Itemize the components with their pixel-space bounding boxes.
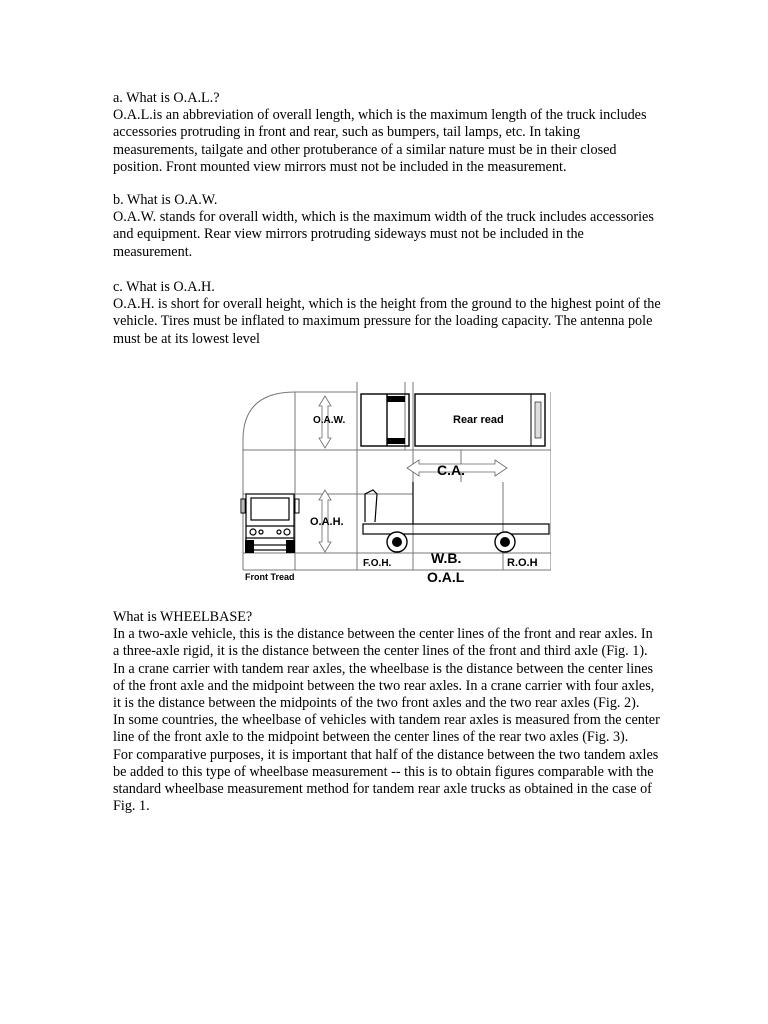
section-oal-question: a. What is O.A.L.? (113, 90, 220, 106)
section-oaw-question: b. What is O.A.W. (113, 192, 218, 208)
front-wheel-right (286, 540, 295, 553)
top-cab-wheel-front-left (387, 396, 405, 402)
truck-diagram-svg (237, 382, 551, 586)
label-front-tread: Front Tread (245, 572, 295, 582)
section-oaw-answer: O.A.W. stands for overall width, which is the maximum width of the truck includes accessories and equipment. Rear view mirrors protruding sideways must not be included in the measurement. (113, 209, 654, 260)
label-ca: C.A. (437, 462, 465, 478)
section-oal-answer: O.A.L.is an abbreviation of overall length, which is the maximum length of the truck includes accessories protruding in front and rear, such as bumpers, tail lamps, etc. In taking measurements, tailgate and other protuberance of a similar nature must be in their closed position. Front mounted view mirrors must not be included in the measurement. (113, 107, 647, 175)
section-oal (113, 90, 661, 176)
wheelbase-paragraph-3: In some countries, the wheelbase of vehicles with tandem rear axles is measured from the center line of the front axle to the midpoint between the center lines of the rear two axles (Fig. 3). (113, 712, 660, 746)
section-oah-answer: O.A.H. is short for overall height, which is the height from the ground to the highest point of the vehicle. Tires must be inflated to maximum pressure for the loading capacity. The antenna pole must be at its lowest level (113, 296, 661, 347)
label-wb: W.B. (431, 550, 462, 566)
wheelbase-paragraph-2: In a crane carrier with tandem rear axles, the wheelbase is the distance between the center lines of the front axle and the midpoint between the two rear axles. In a crane carrier with four axles, it is the distance between the midpoints of the two front axles and the two rear axles (Fig. 2). (113, 660, 655, 712)
label-roh: R.O.H (507, 557, 538, 569)
wheelbase-paragraph-1: In a two-axle vehicle, this is the distance between the center lines of the front and rear axles. In a three-axle rigid, it is the distance between the center lines of the front and third axle (Fig. 1). (113, 626, 653, 660)
label-oah: O.A.H. (310, 516, 344, 528)
truck-dimension-diagram (237, 382, 551, 586)
label-rear-tread: Rear read (453, 414, 504, 426)
label-oaw: O.A.W. (313, 415, 346, 426)
section-oah (113, 279, 661, 348)
section-oaw (113, 192, 661, 261)
section-oah-question: c. What is O.A.H. (113, 279, 215, 295)
front-wheel-left (245, 540, 254, 553)
label-foh: F.O.H. (363, 558, 392, 569)
wheelbase-paragraph-4: For comparative purposes, it is important that half of the distance between the two tandem axles be added to this type of wheelbase measurement -- this is to obtain figures comparable with the standard wheelbase measurement method for tandem rear axle trucks as obtained in the case of Fig. 1. (113, 746, 659, 815)
side-view-truck (363, 482, 549, 534)
top-cab-wheel-front-right (387, 438, 405, 444)
section-wheelbase (113, 609, 661, 815)
section-wheelbase-question: What is WHEELBASE? (113, 609, 253, 625)
label-oal: O.A.L (427, 569, 465, 585)
